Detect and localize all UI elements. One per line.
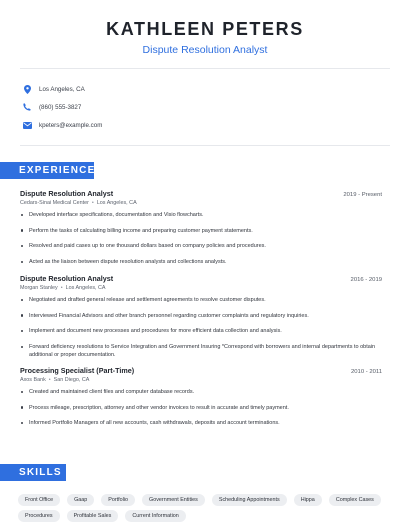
- skills-heading: SKILLS: [0, 464, 66, 481]
- company-name: Axos Bank: [20, 377, 46, 383]
- job-bullets: [20, 388, 382, 427]
- job-title: Processing Specialist (Part-Time): [20, 366, 135, 375]
- skill-tag: Procedures: [18, 510, 60, 522]
- bullet-item: Resolved and paid cases up to one thousand dollars based on company policies and procedures.: [20, 242, 382, 250]
- skills-list: [18, 494, 398, 525]
- skill-tag: Front Office: [18, 494, 60, 506]
- contact-email: [22, 118, 222, 132]
- job-dates: 2019 - Present: [343, 192, 382, 198]
- bullet-item: Informed Portfolio Managers of all new accounts, cash withdrawals, deposits and account terminations.: [20, 419, 382, 427]
- job-bullets: [20, 211, 382, 266]
- contact-email-text: kpeters@example.com: [39, 121, 103, 129]
- job-dates: 2010 - 2011: [350, 369, 382, 375]
- envelope-icon: [22, 120, 32, 130]
- job-bullets: [20, 296, 382, 359]
- job-employer: [20, 200, 382, 206]
- location-pin-icon: [22, 84, 32, 94]
- skill-tag: Current Information: [125, 510, 185, 522]
- candidate-title: Dispute Resolution Analyst: [142, 44, 268, 56]
- job-employer: [20, 285, 382, 291]
- skill-tag: Hippa: [294, 494, 322, 506]
- phone-icon: [22, 102, 32, 112]
- candidate-name: KATHLEEN PETERS: [106, 19, 304, 39]
- company-name: Cedars-Sinai Medical Center: [20, 200, 89, 206]
- job-location: • Los Angeles, CA: [58, 285, 106, 291]
- bullet-item: Implement and document new processes and procedures for more efficient data collection and analysis.: [20, 327, 382, 335]
- bullet-item: Perform the tasks of calculating billing income and preparing customer payment statements.: [20, 227, 382, 235]
- experience-heading: EXPERIENCE: [0, 162, 94, 179]
- bullet-item: Process mileage, prescription, attorney and other vendor invoices to result in accurate and timely payment.: [20, 404, 382, 412]
- company-name: Morgan Stanley: [20, 285, 58, 291]
- job-employer: [20, 377, 382, 383]
- skill-tag: Scheduling Appointments: [212, 494, 287, 506]
- job-entry: [20, 366, 382, 435]
- job-dates: 2016 - 2019: [350, 277, 382, 283]
- skill-tag: Complex Cases: [329, 494, 381, 506]
- contact-location: [22, 82, 222, 96]
- contact-divider: [20, 145, 390, 146]
- job-title: Dispute Resolution Analyst: [20, 189, 114, 198]
- bullet-item: Acted as the liaison between dispute resolution analysts and collections analysts.: [20, 258, 382, 266]
- job-entry: [20, 274, 382, 366]
- header-divider: [20, 68, 390, 69]
- bullet-item: Developed interface specifications, documentation and Visio flowcharts.: [20, 211, 382, 219]
- job-title: Dispute Resolution Analyst: [20, 274, 114, 283]
- skill-tag: Government Entities: [142, 494, 205, 506]
- job-location: • San Diego, CA: [46, 377, 90, 383]
- bullet-item: Forward deficiency resolutions to Service Integration and Government Insuring *Correspond with borrowers and internal departments to obtain additional or proper documentation.: [20, 343, 382, 359]
- job-entry: [20, 189, 382, 273]
- skill-tag: Portfolio: [101, 494, 135, 506]
- bullet-item: Interviewed Financial Advisors and other branch personnel regarding customer complaints and regulatory inquiries.: [20, 312, 382, 320]
- bullet-item: Negotiated and drafted general release and settlement agreements to resolve customer disputes.: [20, 296, 382, 304]
- contact-phone: [22, 100, 222, 114]
- contact-phone-text: (860) 555-3827: [39, 103, 82, 111]
- job-location: • Los Angeles, CA: [89, 200, 137, 206]
- bullet-item: Created and maintained client files and computer database records.: [20, 388, 382, 396]
- contact-location-text: Los Angeles, CA: [39, 85, 85, 93]
- skill-tag: Profitable Sales: [67, 510, 119, 522]
- resume-header: [0, 0, 410, 56]
- skill-tag: Gaap: [67, 494, 94, 506]
